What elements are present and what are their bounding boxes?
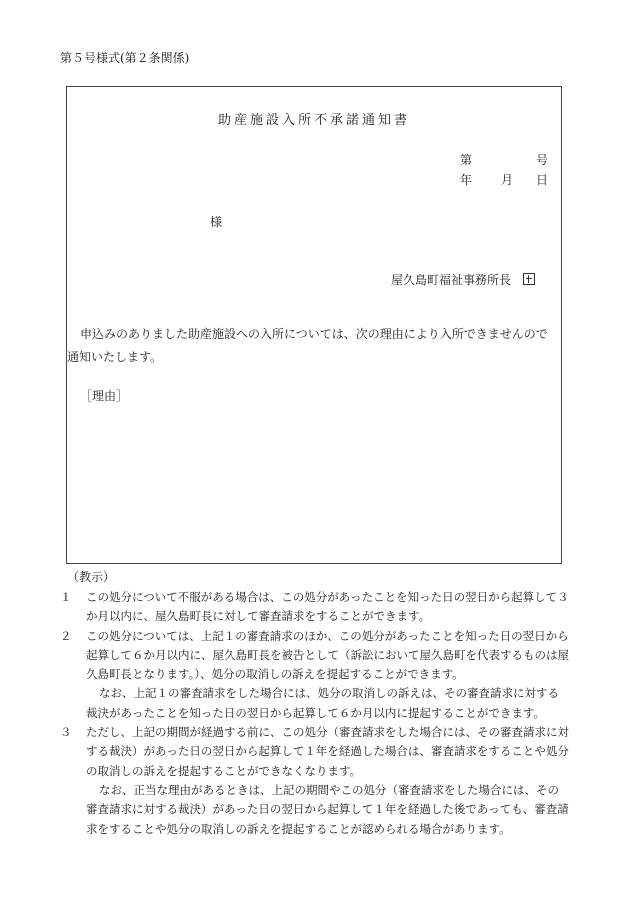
reason-label: ［理由］ (80, 389, 129, 403)
notice-number: ３ (60, 725, 72, 740)
notice-form-box (66, 86, 562, 564)
date-day: 日 (536, 173, 549, 187)
date-month: 月 (501, 173, 514, 187)
number-suffix: 号 (536, 153, 549, 167)
seal-icon (523, 273, 535, 285)
date-year: 年 (460, 173, 473, 187)
notice-list (60, 588, 570, 839)
notice-text: この処分について不服がある場合は、この処分があったことを知った日の翌日から起算して３か月以内に、屋久島町長に対して審査請求をすることができます。 (86, 590, 569, 624)
sender-line (391, 271, 535, 288)
notice-number: １ (60, 590, 72, 604)
number-prefix: 第 (460, 153, 473, 167)
notice-item-2 (60, 627, 570, 723)
sender-name: 屋久島町福祉事務所長 (390, 273, 511, 287)
body-text: 申込みのありました助産施設への入所については、次の理由により入所できませんので通知いたします。 (67, 327, 548, 364)
notice-supplement: なお、正当な理由があるときは、上記の期間やこの処分（審査請求をした場合には、その審査請求に対する裁決）があった日の翌日から起算して１年を経過した後であっても、審査請求をすることや処分の取消しの訴えを提起することが認められる場合があります。 (86, 782, 569, 836)
notice-heading: （教示） (67, 570, 116, 584)
notice-text: ただし、上記の期間が経過する前に、この処分（審査請求をした場合には、その審査請求に対する裁決）があった日の翌日から起算して１年を経過した場合は、審査請求をすることや処分の取消しの訴えを提起することができなくなります。 (86, 725, 569, 778)
addressee-line: 様 (210, 215, 223, 229)
form-number-label: 第５号様式(第２条関係) (60, 51, 190, 65)
notice-number: ２ (60, 628, 72, 643)
notice-item-1 (60, 588, 570, 627)
notice-item-3 (60, 723, 570, 839)
notice-supplement: なお、上記１の審査請求をした場合には、処分の取消しの訴えは、その審査請求に対する裁決があったことを知った日の翌日から起算して６か月以内に提起することができます。 (86, 686, 559, 720)
notice-text: この処分については、上記１の審査請求のほか、この処分があったことを知った日の翌日から起算して６か月以内に、屋久島町長を被告として（訴訟において屋久島町を代表するものは屋久島町長となります。）、処分の取消しの訴えを提起することができます。 (86, 628, 569, 682)
document-title: 助産施設入所不承諾通知書 (217, 113, 410, 128)
